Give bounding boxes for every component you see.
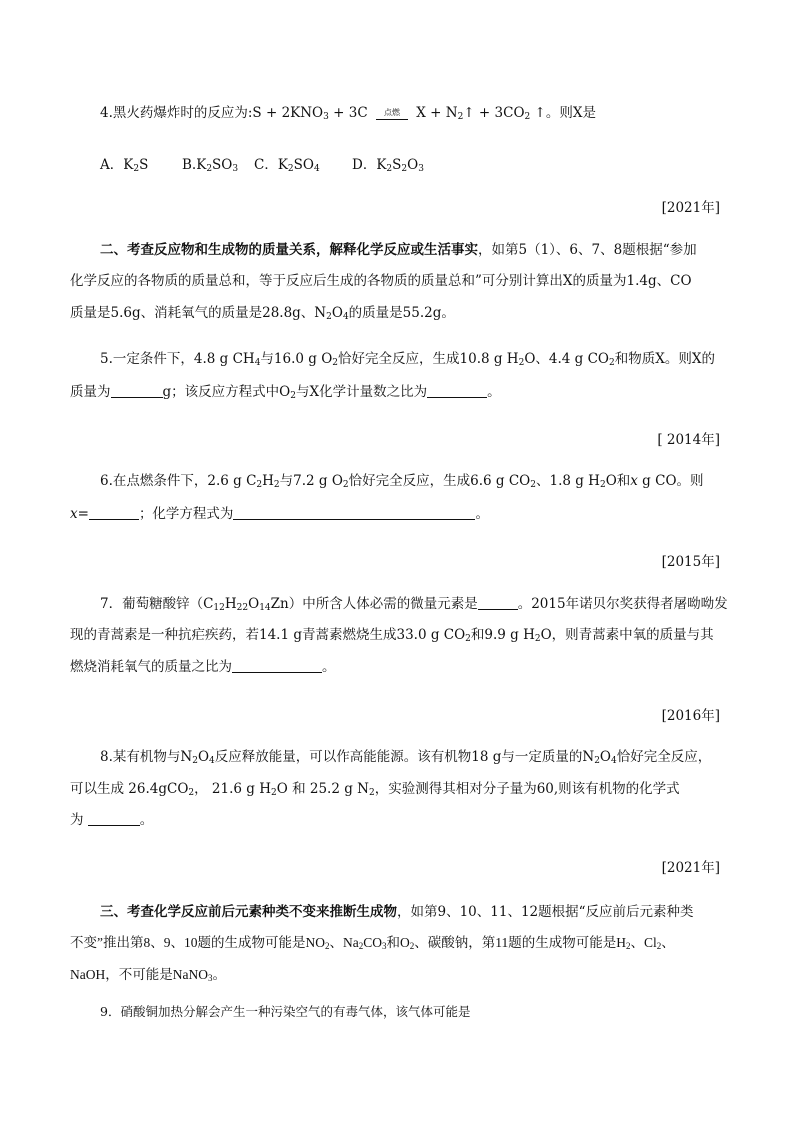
q6-text: 。 — [475, 506, 489, 522]
q7-text: Zn）中所含人体必需的微量元素是 — [270, 596, 478, 612]
year-tag: [2021年] — [661, 200, 720, 216]
answer-blank[interactable] — [233, 507, 475, 520]
section-text: ，如第9、10、11、12题根据“反应前后元素种类 — [397, 904, 694, 920]
q7-line3 — [70, 659, 336, 675]
year-tag: [2021年] — [661, 860, 720, 876]
sub: 2 — [332, 358, 339, 368]
section2-line3 — [70, 305, 455, 321]
sub: 14 — [259, 603, 271, 613]
sub: 2 — [358, 941, 364, 951]
option-text: SO — [293, 157, 314, 173]
option-text: SO — [212, 157, 233, 173]
sub: 2 — [457, 112, 464, 122]
q5-text: 与16.0 g O — [260, 351, 333, 367]
sub: 2 — [534, 634, 541, 644]
q8-line1 — [100, 749, 711, 765]
answer-blank[interactable] — [232, 660, 322, 673]
section2-line1 — [100, 242, 697, 258]
q8-line3 — [70, 812, 153, 828]
answer-blank[interactable] — [427, 385, 487, 398]
variable-x: x — [630, 473, 638, 489]
q7-text: 。 — [322, 659, 336, 675]
sub: 2 — [656, 941, 662, 951]
option-text: O — [407, 157, 419, 173]
sub: 2 — [133, 164, 140, 174]
section-text: 、 — [661, 935, 675, 950]
sub: 2 — [206, 164, 213, 174]
q7-line2 — [70, 627, 714, 643]
sub: 3 — [323, 112, 329, 122]
option-a[interactable] — [100, 157, 182, 173]
sub: 4 — [209, 756, 215, 766]
sub: 3 — [232, 164, 239, 174]
q5-text: g；该反应方程式中O — [162, 384, 291, 400]
sub: 2 — [188, 788, 195, 798]
sub: 2 — [256, 480, 263, 490]
section2-line2: 化学反应的各物质的质量总和，等于反应后生成的各物质的质量总和”可分别计算出X的质量为1.4g、CO — [70, 273, 692, 289]
section-text: 不变”推出第8、9、10题的生成物可能是NO — [70, 935, 325, 950]
q5-text: 。 — [487, 384, 501, 400]
section-text: 、Na — [329, 935, 359, 950]
answer-blank[interactable] — [88, 813, 140, 826]
q8-line2 — [70, 781, 680, 797]
section-text: 、碳酸钠，第11题的生成物可能是H — [414, 935, 627, 950]
sub: 2 — [325, 941, 330, 951]
q7-text: 和9.9 g H — [470, 627, 535, 643]
q7-text: O — [248, 596, 260, 612]
q5-text: O、4.4 g CO — [524, 351, 609, 367]
q7-text: 现的青蒿素是一种抗疟疾药，若14.1 g青蒿素燃烧生成33.0 g CO — [70, 627, 466, 643]
q7-text: 。2015年诺贝尔奖获得者屠呦呦发 — [517, 596, 728, 612]
section-text: NaOH，不可能是NaNO — [70, 967, 208, 982]
year-tag: [2015年] — [661, 554, 720, 570]
q8-text: 8.某有机物与N — [100, 749, 193, 765]
variable-x: x — [70, 506, 78, 522]
sub: 2 — [386, 164, 393, 174]
sub: 2 — [608, 358, 615, 368]
option-text: B.K — [182, 157, 207, 173]
section-text: 和O — [386, 935, 410, 950]
q7-text: H — [224, 596, 237, 612]
sub: 3 — [382, 941, 387, 951]
q8-text: 为 — [70, 812, 88, 828]
sub: 12 — [213, 603, 225, 613]
sub: 22 — [236, 603, 249, 613]
sub: 2 — [518, 358, 525, 368]
sub: 3 — [418, 164, 424, 174]
q8-text: O 和 25.2 g N — [276, 781, 369, 797]
section3-line1 — [100, 904, 694, 920]
option-text: S — [139, 157, 149, 173]
option-text: A．K — [100, 157, 134, 173]
answer-blank[interactable] — [478, 597, 518, 610]
q4-text: ↑ + 3CO — [463, 105, 525, 121]
q6-text: g CO。则 — [637, 473, 704, 489]
q4-text: X + N — [411, 105, 458, 121]
section3-line3 — [70, 967, 226, 983]
sub: 2 — [273, 480, 280, 490]
q4-options — [100, 157, 424, 173]
q4-text: 4.黑火药爆炸时的反应为:S + 2KNO — [100, 105, 324, 121]
q6-text: 与7.2 g O — [279, 473, 343, 489]
sub: 2 — [290, 391, 296, 401]
sub: 3 — [207, 973, 213, 983]
q6-text: 恰好完全反应，生成6.6 g CO — [348, 473, 531, 489]
sub: 2 — [599, 480, 606, 490]
q5-line2 — [70, 384, 501, 400]
year-tag: [ 2014年] — [657, 432, 720, 448]
q6-line2 — [70, 506, 489, 522]
section-text: CO — [363, 935, 383, 950]
q6-text: 6.在点燃条件下，2.6 g C — [100, 473, 257, 489]
q5-text: 5.一定条件下，4.8 g CH — [100, 351, 255, 367]
sub: 2 — [270, 788, 277, 798]
q4-text: ↑。则X是 — [530, 105, 596, 121]
answer-blank[interactable] — [111, 385, 163, 398]
option-text: S — [392, 157, 402, 173]
q6-text: = — [77, 506, 89, 522]
sub: 4 — [313, 164, 320, 174]
answer-blank[interactable] — [89, 507, 139, 520]
section-text: 。 — [212, 967, 226, 982]
q8-text: 。 — [139, 812, 154, 828]
sub: 4 — [342, 312, 349, 322]
q8-text: 恰好完全反应， — [616, 749, 712, 765]
q6-text: O和 — [605, 473, 631, 489]
q7-text: 7．葡萄糖酸锌（C — [100, 596, 214, 612]
option-text: C．K — [254, 157, 288, 173]
sub: 2 — [524, 112, 531, 122]
q8-text: 反应释放能量，可以作高能能源。该有机物18 g与一定质量的N — [214, 749, 595, 765]
q7-text: 燃烧消耗氧气的质量之比为 — [70, 659, 232, 675]
sub: 4 — [254, 358, 261, 368]
year-tag: [2016年] — [661, 708, 720, 724]
sub: 2 — [409, 941, 415, 951]
q8-text: ， 21.6 g H — [194, 781, 271, 797]
section-heading: 二、考查反应物和生成物的质量关系，解释化学反应或生活事实 — [100, 242, 478, 258]
q5-text: 与X化学计量数之比为 — [295, 384, 428, 400]
sub: 2 — [287, 164, 294, 174]
sub: 2 — [342, 480, 349, 490]
q5-line1 — [100, 351, 715, 367]
sub: 2 — [626, 941, 631, 951]
sub: 2 — [594, 756, 600, 766]
sub: 2 — [401, 164, 408, 174]
q4-text: + 3C — [328, 105, 372, 121]
q6-text: H — [262, 473, 274, 489]
sub: 4 — [611, 756, 617, 766]
sub: 2 — [530, 480, 536, 490]
sub: 2 — [368, 788, 375, 798]
reaction-condition — [372, 107, 412, 123]
section-text: 、Cl — [630, 935, 657, 950]
section3-line2 — [70, 935, 675, 951]
section-heading: 三、考查化学反应前后元素种类不变来推断生成物 — [100, 904, 397, 920]
q9-line1: 9．硝酸铜加热分解会产生一种污染空气的有毒气体，该气体可能是 — [100, 1004, 471, 1019]
q7-line1 — [100, 596, 728, 612]
option-text: D．K — [352, 157, 387, 173]
q5-text: 和物质X。则X的 — [614, 351, 715, 367]
q6-text: ；化学方程式为 — [138, 506, 234, 522]
q5-text: 质量为 — [70, 384, 111, 400]
sub: 2 — [326, 312, 332, 322]
condition-bar — [376, 119, 408, 120]
section-text: 的质量是55.2g。 — [348, 305, 455, 321]
q6-line1 — [100, 473, 704, 489]
q6-text: 、1.8 g H — [535, 473, 600, 489]
q8-text: ，实验测得其相对分子量为60,则该有机物的化学式 — [374, 781, 680, 797]
sub: 2 — [192, 756, 198, 766]
q7-text: O，则青蒿素中氧的质量与其 — [540, 627, 714, 643]
q4-equation — [100, 105, 596, 123]
option-c[interactable] — [254, 157, 352, 173]
q8-text: 可以生成 26.4gCO — [70, 781, 189, 797]
q5-text: 恰好完全反应，生成10.8 g H — [338, 351, 519, 367]
option-d[interactable] — [352, 157, 424, 173]
sub: 2 — [465, 634, 471, 644]
section-text: ，如第5（1）、6、7、8题根据“参加 — [478, 242, 697, 258]
section-text: O — [331, 305, 343, 321]
q8-text: O — [599, 749, 611, 765]
section-text: 质量是5.6g、消耗氧气的质量是28.8g、N — [70, 305, 327, 321]
condition-label: 点燃 — [383, 108, 400, 117]
option-b[interactable] — [182, 157, 254, 173]
q8-text: O — [197, 749, 210, 765]
